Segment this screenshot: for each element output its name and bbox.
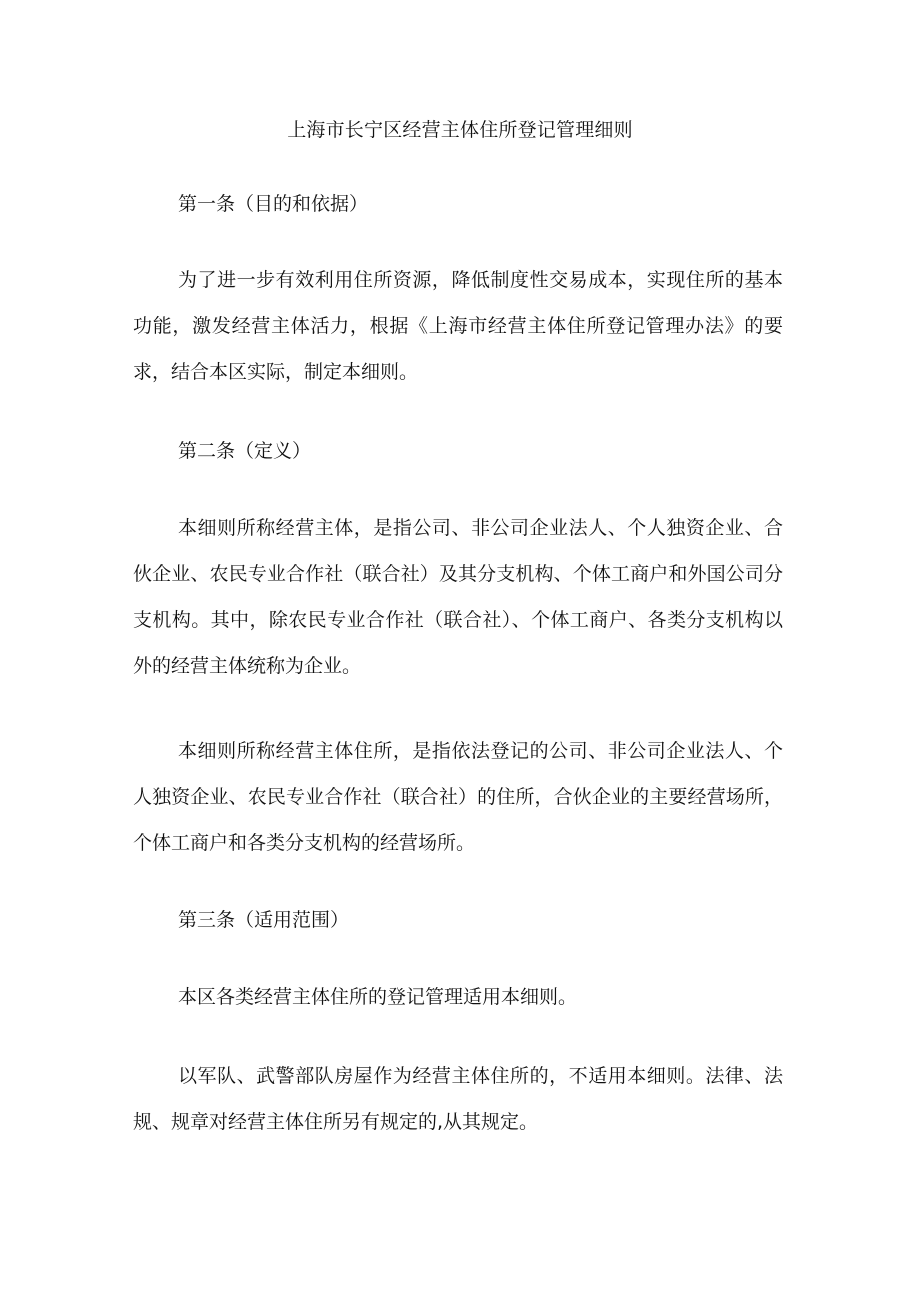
article-1-paragraph-1: 为了进一步有效利用住所资源，降低制度性交易成本，实现住所的基本功能，激发经营主体活力，根据《上海市经营主体住所登记管理办法》的要求，结合本区实际，制定本细则。 <box>133 269 783 383</box>
article-2-paragraph-2: 本细则所称经营主体住所，是指依法登记的公司、非公司企业法人、个人独资企业、农民专业合作社（联合社）的住所，合伙企业的主要经营场所，个体工商户和各类分支机构的经营场所。 <box>133 740 783 854</box>
article-3-paragraph-2: 以军队、武警部队房屋作为经营主体住所的，不适用本细则。法律、法规、规章对经营主体住所另有规定的,从其规定。 <box>133 1065 783 1133</box>
article-1-heading: 第一条（目的和依据） <box>178 193 369 215</box>
article-3-paragraph-1: 本区各类经营主体住所的登记管理适用本细则。 <box>178 986 578 1008</box>
article-2-paragraph-1: 本细则所称经营主体，是指公司、非公司企业法人、个人独资企业、合伙企业、农民专业合作社（联合社）及其分支机构、个体工商户和外国公司分支机构。其中，除农民专业合作社（联合社）、个体工商户、各类分支机构以外的经营主体统称为企业。 <box>133 517 783 677</box>
article-2-heading: 第二条（定义） <box>178 440 312 462</box>
document-title: 上海市长宁区经营主体住所登记管理细则 <box>287 119 633 141</box>
article-3-heading: 第三条（适用范围） <box>178 909 350 931</box>
